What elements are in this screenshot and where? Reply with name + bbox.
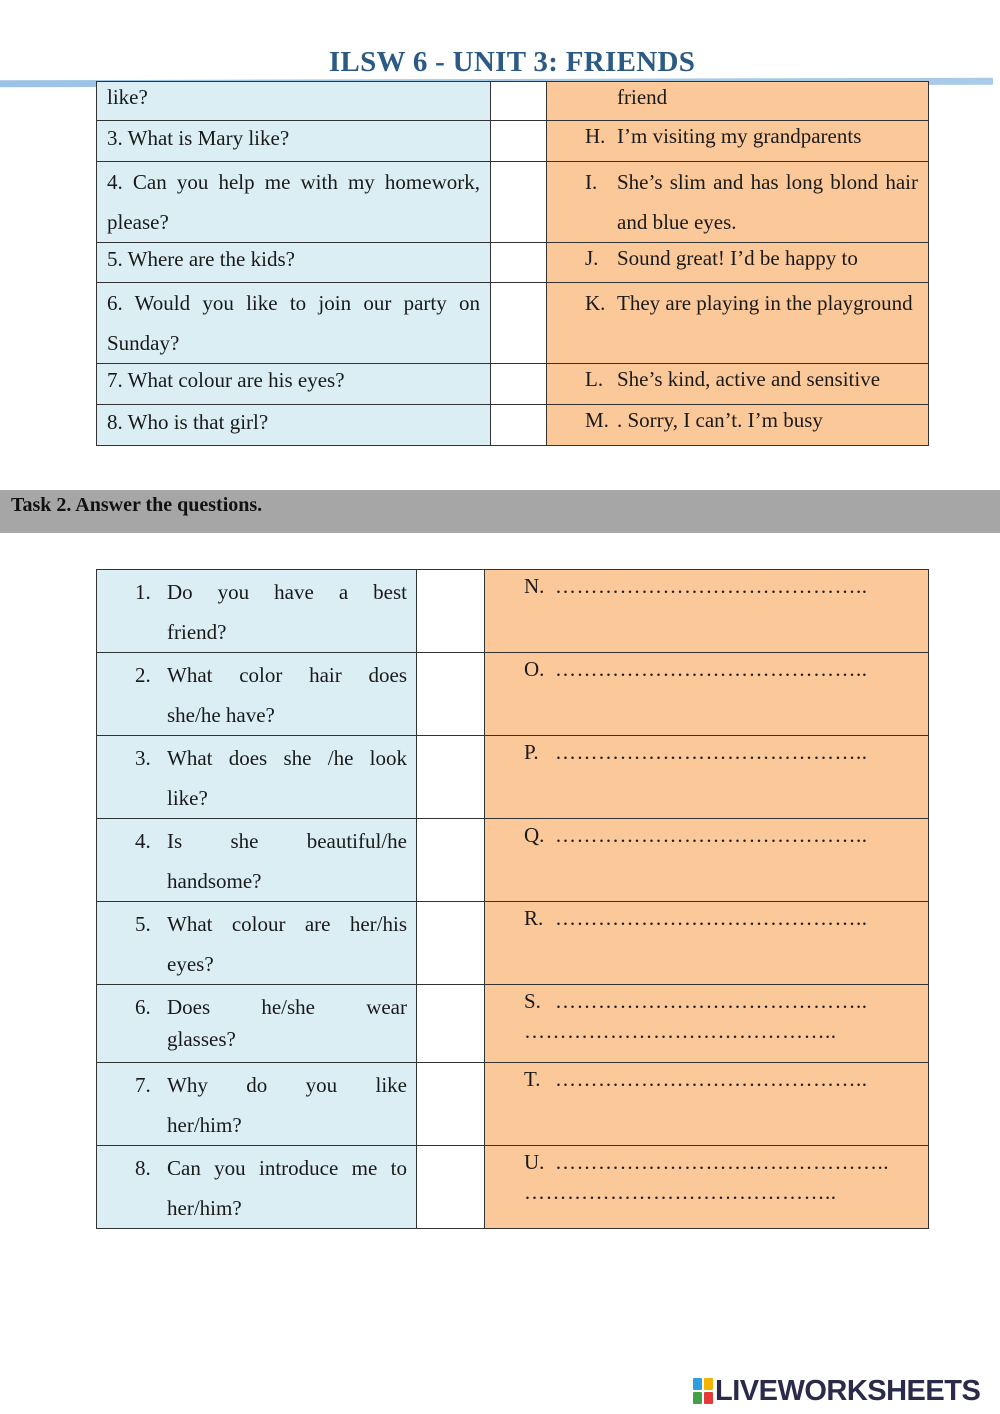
question-text-line1: Does he/she wear xyxy=(167,995,407,1019)
question-number: 3. xyxy=(135,746,151,770)
task2-answer-cell[interactable] xyxy=(485,570,929,653)
task1-option-cell: friend xyxy=(547,82,929,121)
answer-line[interactable]: …………………………………….. xyxy=(555,989,868,1013)
task1-option-cell: I. She’s slim and has long blond hair and blue eyes. xyxy=(547,162,929,243)
task2-row xyxy=(97,736,929,819)
question-text-line2: friend? xyxy=(167,620,227,644)
answer-letter: N. xyxy=(524,574,545,598)
task2-answer-cell[interactable] xyxy=(485,819,929,902)
task2-answer-box[interactable] xyxy=(417,902,485,985)
task2-row xyxy=(97,819,929,902)
question-text-line1: Is she beautiful/he xyxy=(167,829,407,853)
task1-question-cell: 6. Would you like to join our party on Sunday? xyxy=(97,283,491,364)
task1-question-cell: 8. Who is that girl? xyxy=(97,405,491,446)
task1-question-cell: like? xyxy=(97,82,491,121)
question-text-line1: What does she /he look xyxy=(167,746,407,770)
task2-answer-box[interactable] xyxy=(417,1063,485,1146)
task2-row xyxy=(97,653,929,736)
task2-answer-cell[interactable] xyxy=(485,1063,929,1146)
question-text-line2: handsome? xyxy=(167,869,262,893)
logo-icon xyxy=(693,1378,713,1404)
task1-answer-box[interactable] xyxy=(491,283,547,364)
answer-letter: T. xyxy=(524,1067,541,1091)
question-text-line2: like? xyxy=(167,786,208,810)
task1-table xyxy=(96,81,929,446)
logo-text: LIVEWORKSHEETS xyxy=(715,1374,981,1407)
task2-question-cell xyxy=(97,985,417,1063)
task2-answer-box[interactable] xyxy=(417,819,485,902)
answer-line[interactable]: ……………………………………….. xyxy=(555,1150,889,1174)
question-number: 2. xyxy=(135,663,151,687)
task2-question-cell xyxy=(97,1146,417,1229)
task2-heading: Task 2. Answer the questions. xyxy=(11,494,263,516)
task2-question-cell xyxy=(97,819,417,902)
logo-square xyxy=(693,1392,702,1404)
task2-question-cell xyxy=(97,1063,417,1146)
question-number: 4. xyxy=(135,829,151,853)
question-number: 6. xyxy=(135,995,151,1019)
task1-answer-box[interactable] xyxy=(491,405,547,446)
answer-line[interactable]: …………………………………….. xyxy=(555,657,868,681)
question-text-line1: Why do you like xyxy=(167,1073,407,1097)
task1-answer-box[interactable] xyxy=(491,162,547,243)
task2-answer-cell[interactable] xyxy=(485,653,929,736)
question-text-line2: her/him? xyxy=(167,1113,242,1137)
task2-answer-cell[interactable] xyxy=(485,985,929,1063)
task1-answer-box[interactable] xyxy=(491,243,547,283)
answer-line-2[interactable]: …………………………………….. xyxy=(524,1180,837,1204)
task2-question-cell xyxy=(97,570,417,653)
task2-question-cell xyxy=(97,902,417,985)
answer-line[interactable]: …………………………………….. xyxy=(555,906,868,930)
task2-row xyxy=(97,570,929,653)
task1-option-cell: L. She’s kind, active and sensitive xyxy=(547,364,929,405)
task1-question-cell: 3. What is Mary like? xyxy=(97,121,491,162)
question-number: 1. xyxy=(135,580,151,604)
task2-answer-cell[interactable] xyxy=(485,736,929,819)
answer-letter: U. xyxy=(524,1150,545,1174)
page-title: ILSW 6 - UNIT 3: FRIENDS xyxy=(328,46,696,78)
logo-square xyxy=(693,1378,702,1390)
question-text-line2: she/he have? xyxy=(167,703,275,727)
task2-answer-cell[interactable] xyxy=(485,1146,929,1229)
answer-letter: Q. xyxy=(524,823,545,847)
task2-answer-box[interactable] xyxy=(417,736,485,819)
task2-question-cell xyxy=(97,736,417,819)
question-text-line2: her/him? xyxy=(167,1196,242,1220)
task1-answer-box[interactable] xyxy=(491,121,547,162)
question-number: 8. xyxy=(135,1156,151,1180)
answer-letter: S. xyxy=(524,989,541,1013)
question-number: 7. xyxy=(135,1073,151,1097)
task2-answer-box[interactable] xyxy=(417,985,485,1063)
question-text-line1: What color hair does xyxy=(167,663,407,687)
task2-row xyxy=(97,1063,929,1146)
answer-line[interactable]: …………………………………….. xyxy=(555,823,868,847)
task2-row xyxy=(97,902,929,985)
task2-table xyxy=(96,569,929,1229)
question-text-line2: glasses? xyxy=(167,1027,236,1051)
answer-line[interactable]: …………………………………….. xyxy=(555,1067,868,1091)
question-number: 5. xyxy=(135,912,151,936)
task1-option-cell: K. They are playing in the playground xyxy=(547,283,929,364)
task2-answer-cell[interactable] xyxy=(485,902,929,985)
task1-answer-box[interactable] xyxy=(491,364,547,405)
question-text-line1: Do you have a best xyxy=(167,580,407,604)
task2-row xyxy=(97,1146,929,1229)
question-text-line1: What colour are her/his xyxy=(167,912,407,936)
answer-letter: O. xyxy=(524,657,545,681)
task2-row xyxy=(97,985,929,1063)
task2-question-cell xyxy=(97,653,417,736)
task1-option-cell: H. I’m visiting my grandparents xyxy=(547,121,929,162)
question-text-line2: eyes? xyxy=(167,952,214,976)
answer-letter: P. xyxy=(524,740,539,764)
task2-heading-bar xyxy=(0,490,1000,533)
task2-answer-box[interactable] xyxy=(417,1146,485,1229)
logo-square xyxy=(704,1392,713,1404)
task2-answer-box[interactable] xyxy=(417,570,485,653)
task1-question-cell: 7. What colour are his eyes? xyxy=(97,364,491,405)
answer-line[interactable]: …………………………………….. xyxy=(555,740,868,764)
logo-square xyxy=(704,1378,713,1390)
task1-option-cell: M. . Sorry, I can’t. I’m busy xyxy=(547,405,929,446)
liveworksheets-logo xyxy=(693,1374,980,1408)
task1-question-cell: 5. Where are the kids? xyxy=(97,243,491,283)
task1-question-cell: 4. Can you help me with my homework, please? xyxy=(97,162,491,243)
task1-answer-box[interactable] xyxy=(491,82,547,121)
task2-answer-box[interactable] xyxy=(417,653,485,736)
answer-line[interactable]: …………………………………….. xyxy=(555,574,868,598)
task1-option-cell: J. Sound great! I’d be happy to xyxy=(547,243,929,283)
question-text-line1: Can you introduce me to xyxy=(167,1156,407,1180)
answer-letter: R. xyxy=(524,906,544,930)
answer-line-2[interactable]: …………………………………….. xyxy=(524,1019,837,1043)
